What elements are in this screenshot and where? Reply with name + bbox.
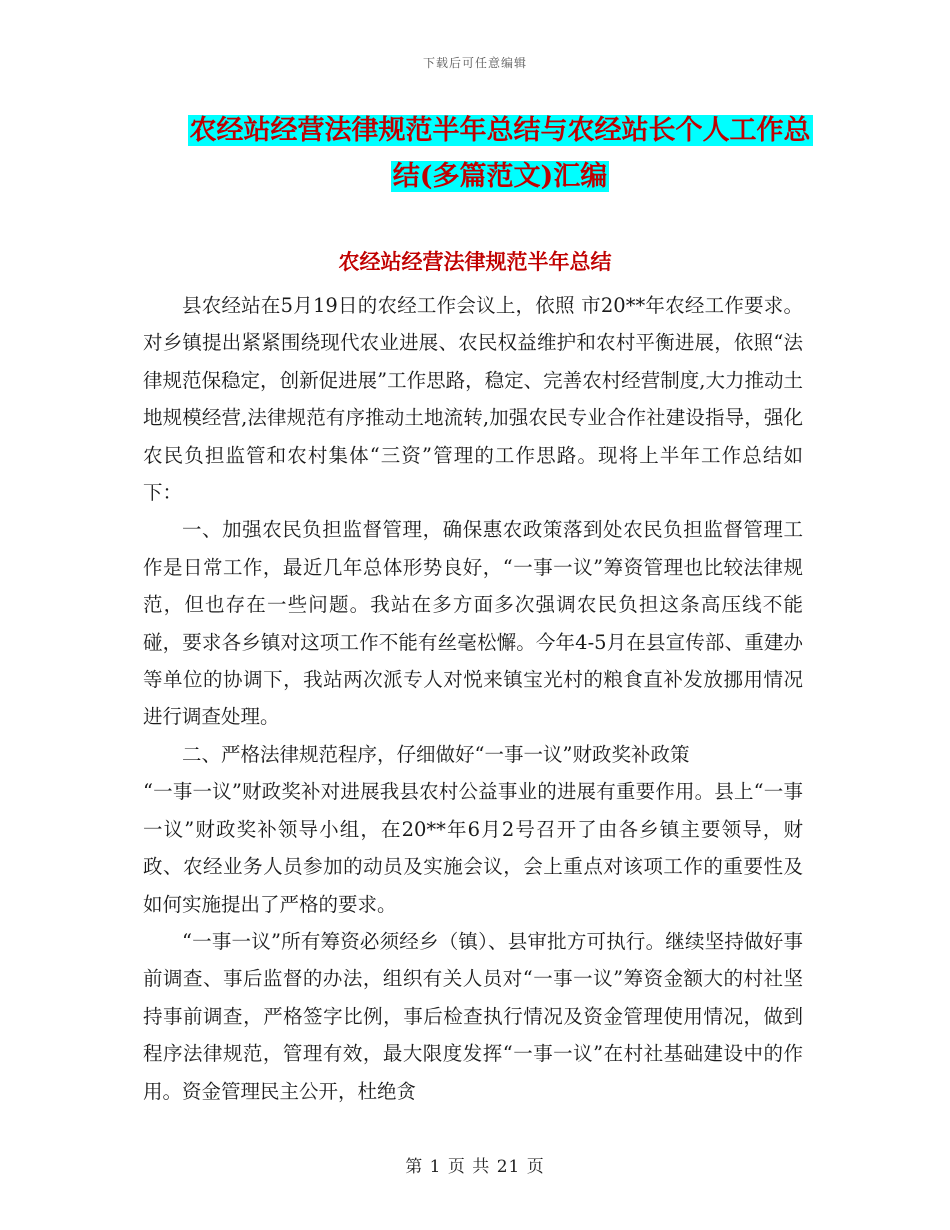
body-paragraph: 县农经站在5月19日的农经工作会议上，依照 市20**年农经工作要求。对乡镇提出紧紧围绕现代农业进展、农民权益维护和农村平衡进展，依照“法律规范保稳定，创新促进展”工作思路，稳定、完善农村经营制度,大力推动土地规模经营,法律规范有序推动土地流转,加强农民专业合作社建设指导，强化农民负担监管和农村集体“三资”管理的工作思路。现将上半年工作总结如下：	[143, 294, 803, 505]
section-title: 农经站经营法律规范半年总结	[338, 249, 612, 274]
document-body	[143, 287, 803, 1110]
body-paragraph: “一事一议”所有筹资必须经乡（镇）、县审批方可执行。继续坚持做好事前调查、事后监督的办法，组织有关人员对“一事一议”筹资金额大的村社坚持事前调查，严格签字比例，事后检查执行情况及资金管理使用情况，做到程序法律规范，管理有效，最大限度发挥“一事一议”在村社基础建设中的作用。资金管理民主公开，杜绝贪	[143, 929, 803, 1103]
body-paragraph: 二、严格法律规范程序，仔细做好“一事一议”财政奖补政策	[182, 742, 690, 766]
page-number: 第 1 页 共 21 页	[405, 1157, 545, 1177]
body-paragraph: 一、加强农民负担监督管理，确保惠农政策落到处农民负担监督管理工作是日常工作，最近几年总体形势良好，“一事一议”筹资管理也比较法律规范，但也存在一些问题。我站在多方面多次强调农民负担这条高压线不能碰，要求各乡镇对这项工作不能有丝毫松懈。今年4-5月在县宣传部、重建办等单位的协调下，我站两次派专人对悦来镇宝光村的粮食直补发放挪用情况进行调查处理。	[143, 518, 803, 729]
document-title-line-1: 农经站经营法律规范半年总结与农经站长个人工作总	[189, 115, 811, 146]
body-paragraph: “一事一议”财政奖补对进展我县农村公益事业的进展有重要作用。县上“一事一议”财政奖补领导小组，在20**年6月2号召开了由各乡镇主要领导，财政、农经业务人员参加的动员及实施会议，会上重点对该项工作的重要性及如何实施提出了严格的要求。	[143, 780, 803, 916]
document-title-line-2: 结(多篇范文)汇编	[392, 161, 608, 192]
page-header-note: 下载后可任意编辑	[422, 56, 527, 70]
document-title	[140, 108, 860, 200]
